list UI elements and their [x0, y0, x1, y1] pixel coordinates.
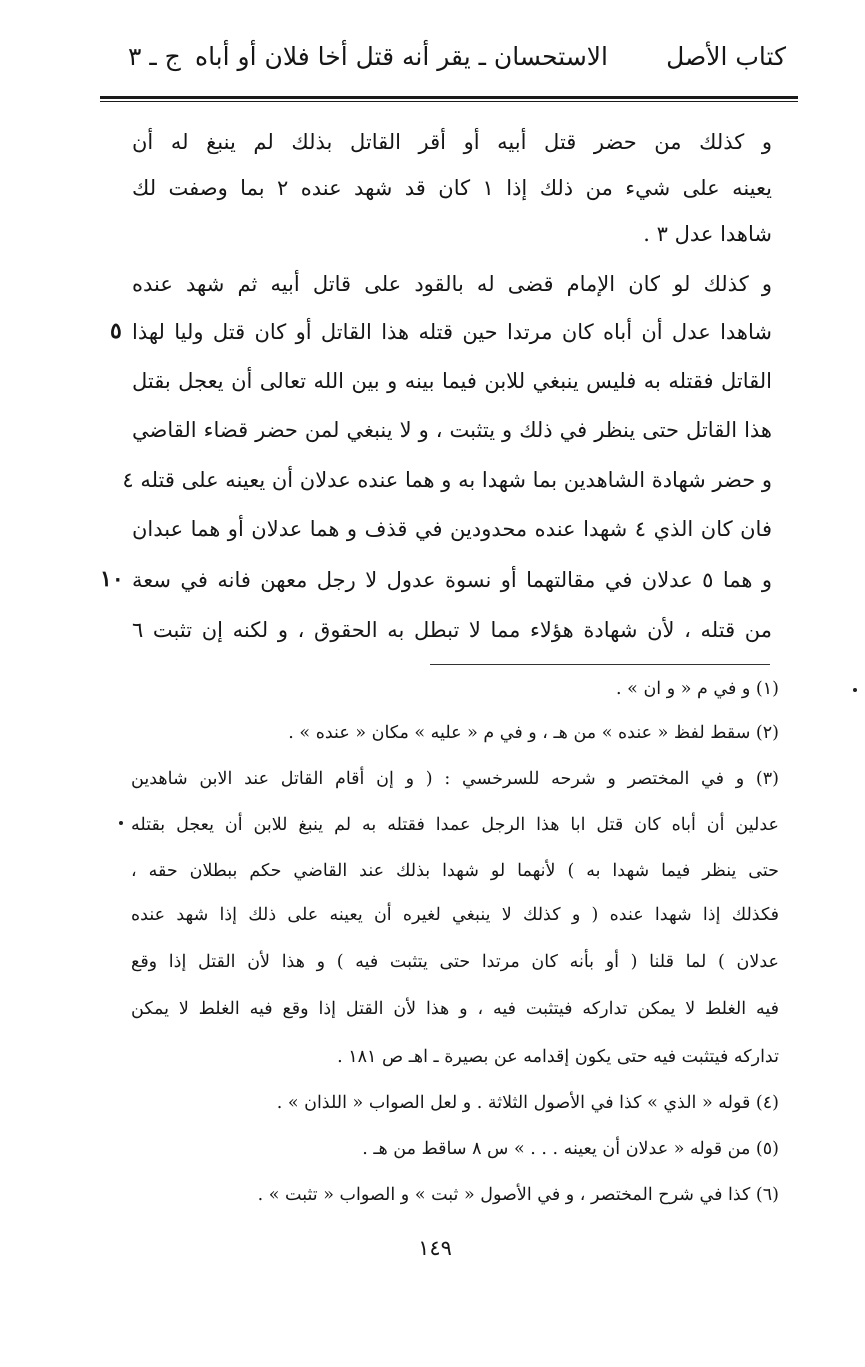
chapter-subject: الاستحسان ـ يقر أنه قتل أخا فلان أو أباه: [194, 42, 608, 71]
main-line: شاهدا عدل ٣ .: [643, 222, 772, 246]
main-line: هذا القاتل حتى ينظر في ذلك و يتثبت ، و لا ينبغي لمن حضر قضاء القاضي: [132, 418, 772, 442]
header-rule-thin: [100, 101, 798, 102]
footnote-line: (٤) قوله « الذي » كذا في الأصول الثلاثة . و لعل الصواب « اللذان » .: [276, 1093, 779, 1113]
margin-speck: [119, 821, 123, 825]
main-line: من قتله ، لأن شهادة هؤلاء مما لا تبطل به الحقوق ، و لكنه إن تثبت ٦: [132, 618, 772, 642]
footnote-line: فيه الغلط لا يمكن تداركه فيتثبت فيه ، و هذا لأن القتل إذا وقع فيه الغلط لا يمكن: [131, 999, 779, 1019]
footnote-line: (٦) كذا في شرح المختصر ، و في الأصول « ثبت » و الصواب « تثبت » .: [257, 1185, 779, 1205]
running-header: [108, 42, 798, 86]
main-line: و كذلك من حضر قتل أبيه أو أقر القاتل بذلك لم ينبغ له أن: [132, 130, 772, 154]
footnote-line: (٣) و في المختصر و شرحه للسرخسي : ( و إن أقام القاتل عند الابن شاهدين: [131, 769, 779, 789]
main-line: القاتل فقتله به فليس ينبغي للابن فيما بينه و بين الله تعالى أن يعجل بقتل: [132, 369, 772, 393]
main-line: و حضر شهادة الشاهدين بما شهدا به و هما عنده عدلان أن يعينه على قتله ٤: [122, 468, 772, 492]
volume-label: ج ـ ٣: [128, 42, 181, 71]
footnote-line: حتى ينظر فيما شهدا به ) لأنهما لو شهدا بذلك عند القاضي حكم ببطلان حقه ،: [131, 861, 779, 881]
main-line: شاهدا عدل أن أباه كان مرتدا حين قتله هذا القاتل أو كان قتل وليا لهذا: [132, 320, 772, 344]
footnote-line: عدلان ) لما قلنا ( أو بأنه كان مرتدا حتى يتثبت فيه ) و هذا لأن القتل إذا وقع: [131, 952, 779, 972]
footnote-line: فكذلك إذا شهدا عنده ( و كذلك لا ينبغي لغيره أن يعينه على ذلك إذا شهد عنده: [131, 905, 779, 925]
footnote-line: تداركه فيتثبت فيه حتى يكون إقدامه عن بصيرة ـ اهـ ص ١٨١ .: [337, 1047, 779, 1067]
main-line: يعينه على شيء من ذلك إذا ١ كان قد شهد عنده ٢ بما وصفت لك: [132, 176, 772, 200]
footnote-line: عدلين أن أباه كان قتل ابا هذا الرجل عمدا فقتله به لم ينبغ للابن أن يعجل بقتله: [131, 815, 779, 835]
footnote-separator: [430, 664, 770, 665]
page-number: ١٤٩: [418, 1236, 452, 1260]
header-rule-thick: [100, 96, 798, 99]
main-line: فان كان الذي ٤ شهدا عنده محدودين في قذف و هما عدلان أو هما عبدان: [132, 517, 772, 541]
footnote-line: (٥) من قوله « عدلان أن يعينه . . . » س ٨ ساقط من هـ .: [362, 1139, 779, 1159]
line-number: ١٠: [100, 566, 124, 592]
footnote-line: (١) و في م « و ان » .: [616, 679, 779, 699]
main-line: و هما ٥ عدلان في مقالتهما أو نسوة عدول لا رجل معهن فانه في سعة: [132, 568, 773, 592]
margin-speck: [853, 688, 857, 692]
footnote-line: (٢) سقط لفظ « عنده » من هـ ، و في م « عليه » مكان « عنده » .: [288, 723, 779, 743]
line-number: ٥: [110, 318, 122, 344]
main-line: و كذلك لو كان الإمام قضى له بالقود على قاتل أبيه ثم شهد عنده: [132, 272, 772, 296]
book-title: كتاب الأصل: [666, 42, 786, 71]
